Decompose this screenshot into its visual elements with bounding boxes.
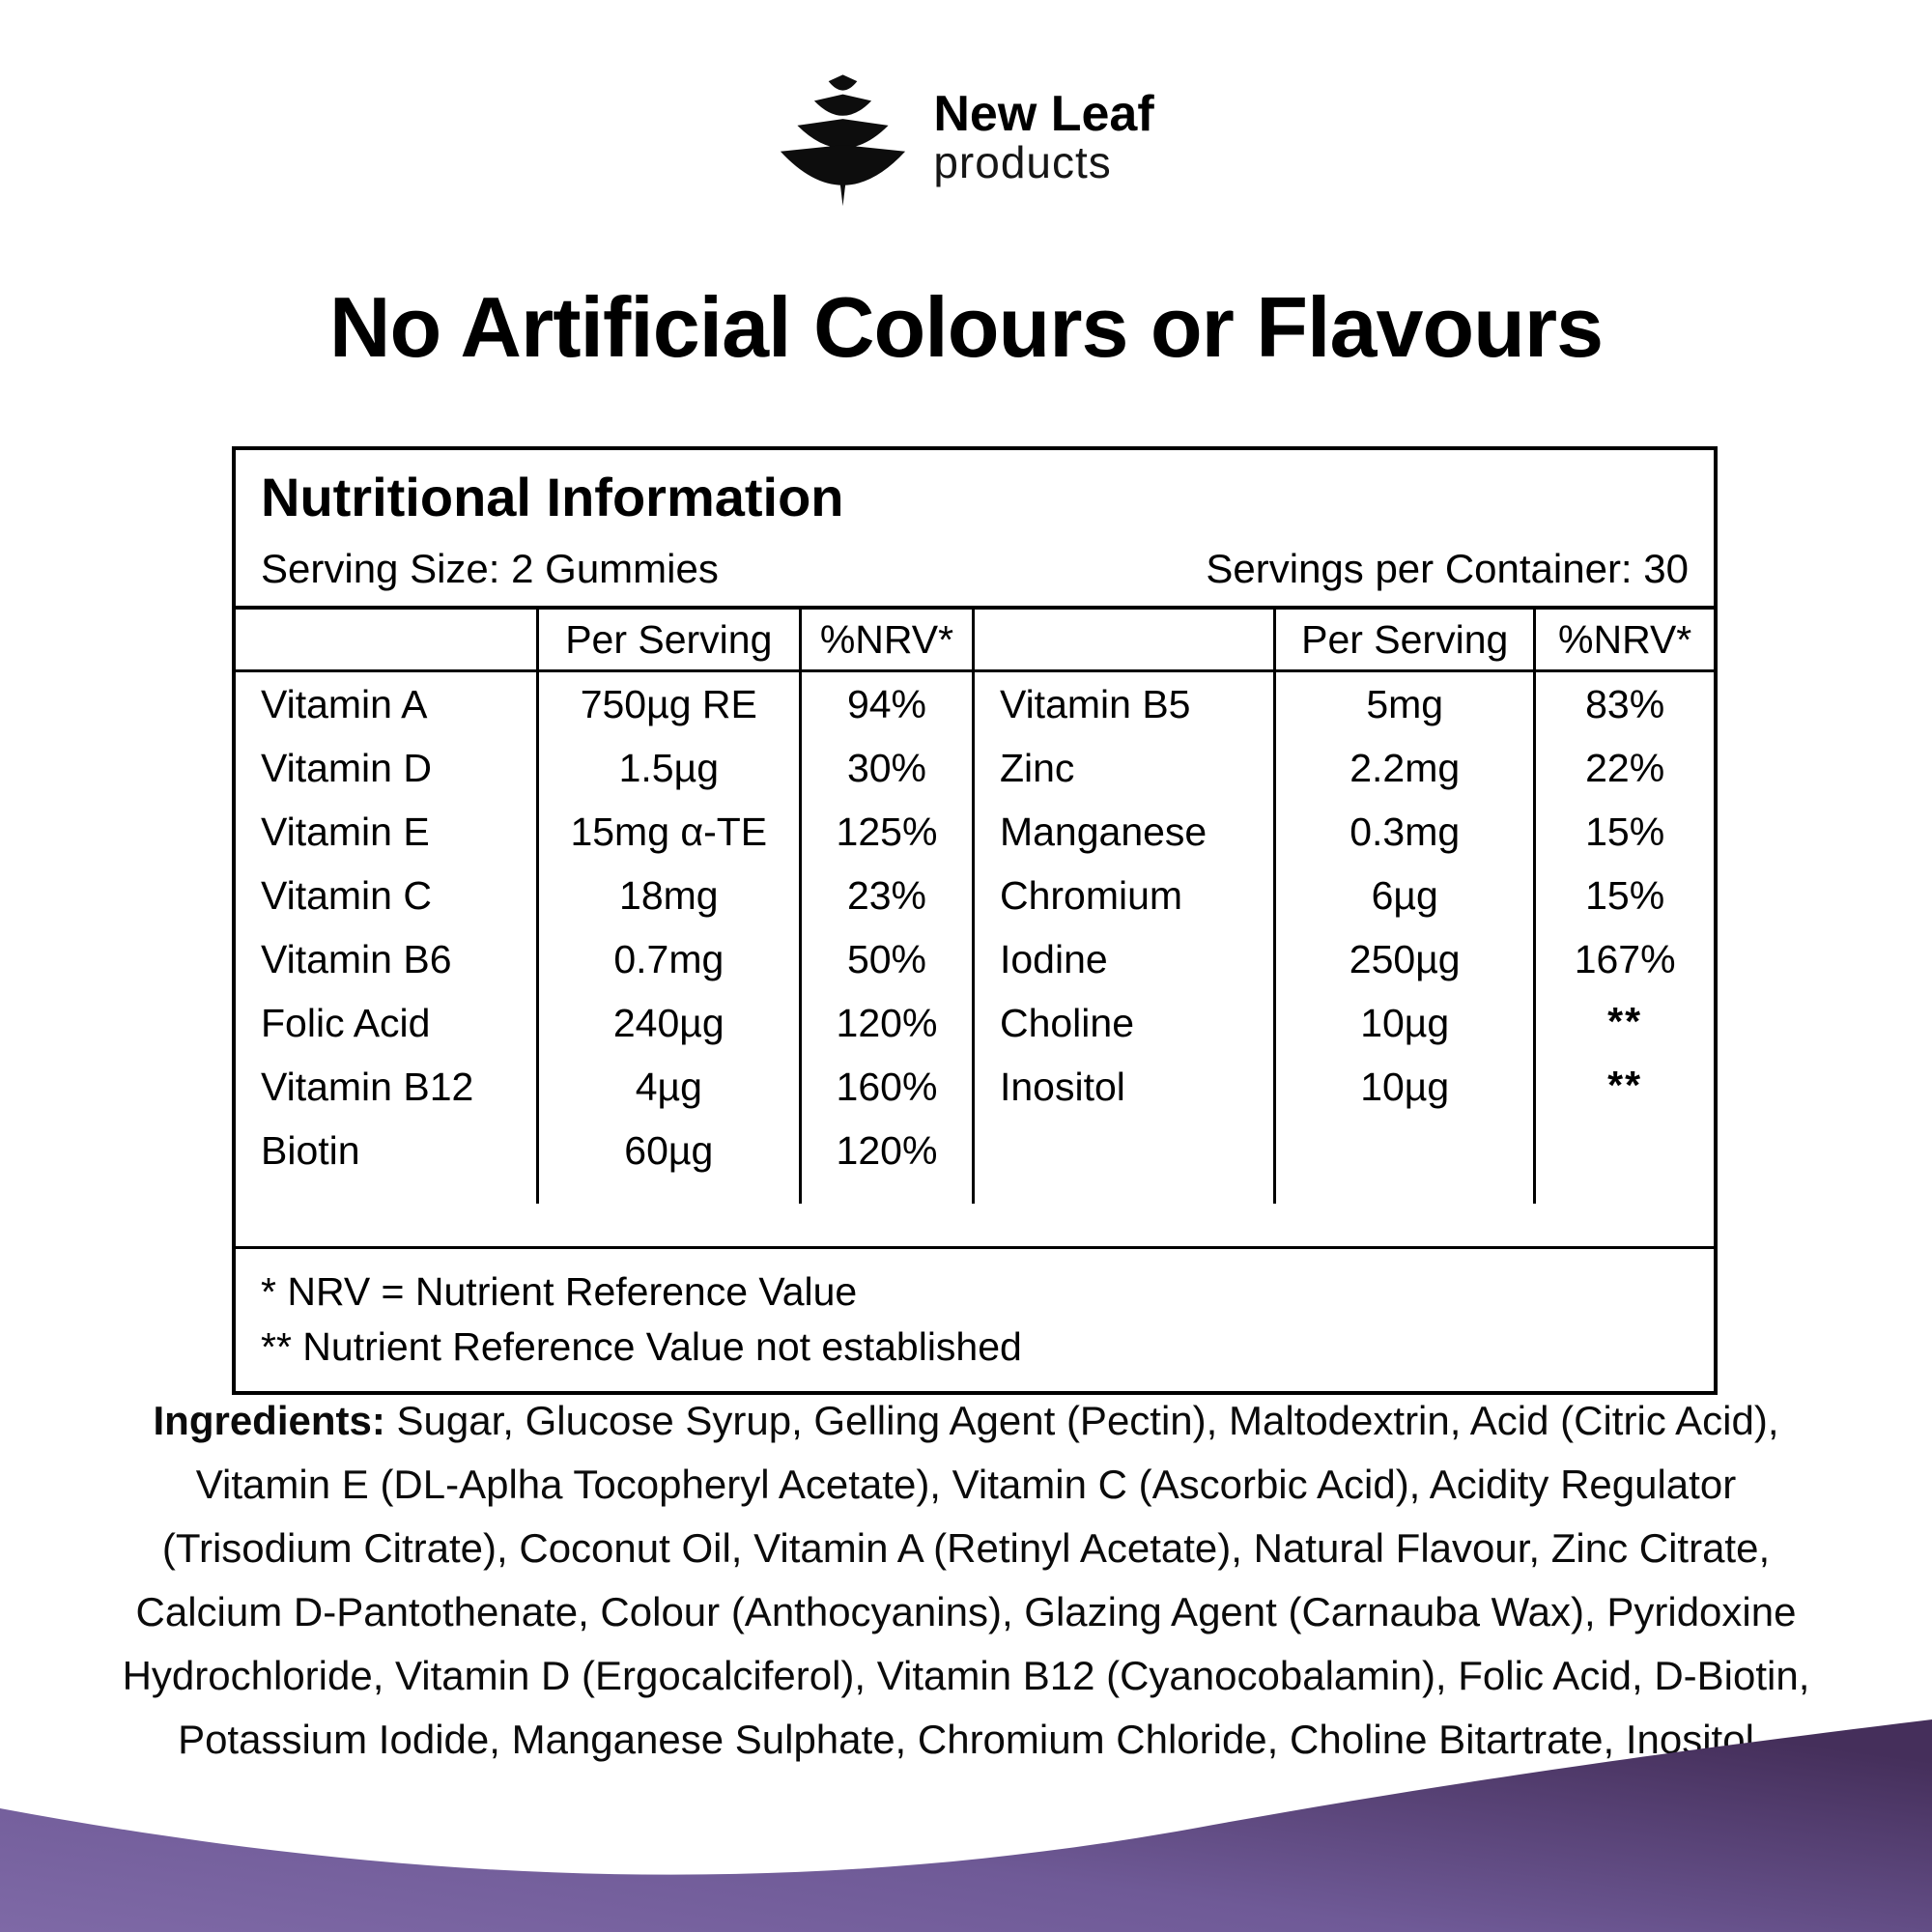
brand-subname: products bbox=[933, 137, 1112, 188]
brand-name: New Leaf bbox=[933, 86, 1154, 143]
footnote-nrv: * NRV = Nutrient Reference Value bbox=[261, 1269, 858, 1314]
nutrient-name-cell: Manganese bbox=[975, 800, 1276, 864]
nutrient-rows bbox=[236, 672, 1714, 1246]
per-serving-cell: 4µg bbox=[539, 1055, 802, 1119]
spacer-cell bbox=[1536, 1182, 1714, 1204]
spacer-cell bbox=[539, 1182, 802, 1204]
nrv-cell: 23% bbox=[802, 864, 975, 927]
stacked-leaf-tree-icon bbox=[778, 66, 908, 209]
table-footnotes bbox=[236, 1246, 1714, 1391]
nrv-cell: 120% bbox=[802, 1119, 975, 1182]
nutrient-name-cell: Chromium bbox=[975, 864, 1276, 927]
per-serving-cell: 240µg bbox=[539, 991, 802, 1055]
ingredients-label: Ingredients: bbox=[153, 1398, 385, 1443]
nrv-cell: 120% bbox=[802, 991, 975, 1055]
spacer-cell bbox=[975, 1182, 1276, 1204]
nutrition-table-title: Nutritional Information bbox=[261, 467, 844, 527]
servings-per-container: Servings per Container: 30 bbox=[1206, 546, 1689, 591]
header-nrv: %NRV* bbox=[1558, 616, 1692, 662]
nrv-cell: 167% bbox=[1574, 936, 1676, 981]
nutrient-name-cell bbox=[975, 1119, 1276, 1182]
nrv-cell: 125% bbox=[802, 800, 975, 864]
nutrient-name-cell: Vitamin D bbox=[236, 736, 539, 800]
nrv-cell bbox=[1536, 1119, 1714, 1182]
nrv-cell: 30% bbox=[802, 736, 975, 800]
headline: No Artificial Colours or Flavours bbox=[328, 279, 1604, 375]
nrv-cell: ** bbox=[1607, 1063, 1643, 1107]
per-serving-cell: 1.5µg bbox=[539, 736, 802, 800]
per-serving-cell: 0.7mg bbox=[539, 927, 802, 991]
nutrient-name-cell: Choline bbox=[975, 991, 1276, 1055]
nutrition-table bbox=[232, 446, 1718, 1395]
nutrient-name-cell: Folic Acid bbox=[236, 991, 539, 1055]
column-header-row bbox=[236, 606, 1714, 672]
nutrient-name-cell: Vitamin B6 bbox=[236, 927, 539, 991]
nrv-cell: 94% bbox=[802, 672, 975, 736]
per-serving-cell: 10µg bbox=[1276, 991, 1536, 1055]
header-empty-cell bbox=[236, 610, 539, 669]
per-serving-cell: 10µg bbox=[1276, 1055, 1536, 1119]
nrv-cell: 15% bbox=[1585, 809, 1665, 854]
per-serving-cell: 0.3mg bbox=[1276, 800, 1536, 864]
nrv-cell: 22% bbox=[1585, 745, 1665, 790]
nutrient-name-cell: Vitamin B5 bbox=[975, 672, 1276, 736]
nutrient-name-cell: Biotin bbox=[236, 1119, 539, 1182]
spacer-cell bbox=[802, 1182, 975, 1204]
header-per-serving: Per Serving bbox=[539, 610, 802, 669]
per-serving-cell: 15mg α-TE bbox=[539, 800, 802, 864]
ingredients-text: Sugar, Glucose Syrup, Gelling Agent (Pectin), Maltodextrin, Acid (Citric Acid), Vitamin E (DL-Aplha Tocopheryl Acetate), Vitamin C (Ascorbic Acid), Acidity Regulator (Trisodium Citrate), Coconut Oil, Vitamin A (Retinyl Acetate), Natural Flavour, Zinc Citrate, Calcium D-Pantothenate, Colour (Anthocyanins), Glazing Agent (Carnauba Wax), Pyridoxine Hydrochloride, Vitamin D (Ergocalciferol), Vitamin B12 (Cyanocobalamin), Folic Acid, D-Biotin, Potassium Iodide, Manganese Sulphate, Chromium Chloride, Choline Bitartrate, Inositol bbox=[122, 1398, 1810, 1762]
nutrient-name-cell: Vitamin E bbox=[236, 800, 539, 864]
nutrient-name-cell: Iodine bbox=[975, 927, 1276, 991]
per-serving-cell: 2.2mg bbox=[1276, 736, 1536, 800]
header-empty-cell bbox=[975, 610, 1276, 669]
nrv-cell: 50% bbox=[802, 927, 975, 991]
header-per-serving: Per Serving bbox=[1276, 610, 1536, 669]
per-serving-cell: 5mg bbox=[1276, 672, 1536, 736]
nutrient-name-cell: Zinc bbox=[975, 736, 1276, 800]
serving-size: Serving Size: 2 Gummies bbox=[261, 546, 719, 591]
nutrient-name-cell: Vitamin C bbox=[236, 864, 539, 927]
spacer-cell bbox=[236, 1182, 539, 1204]
brand-logo bbox=[0, 66, 1932, 209]
nutrient-name-cell: Vitamin A bbox=[236, 672, 539, 736]
header-nrv: %NRV* bbox=[802, 610, 975, 669]
per-serving-cell: 60µg bbox=[539, 1119, 802, 1182]
nrv-cell: 83% bbox=[1585, 681, 1665, 726]
brand-wordmark bbox=[933, 88, 1153, 186]
nrv-cell: ** bbox=[1607, 999, 1643, 1043]
nutrient-name-cell: Inositol bbox=[975, 1055, 1276, 1119]
footnote-nrv-not-established: ** Nutrient Reference Value not established bbox=[261, 1323, 1022, 1369]
spacer-cell bbox=[1276, 1182, 1536, 1204]
per-serving-cell: 750µg RE bbox=[539, 672, 802, 736]
per-serving-cell bbox=[1276, 1119, 1536, 1182]
nrv-cell: 160% bbox=[802, 1055, 975, 1119]
per-serving-cell: 6µg bbox=[1276, 864, 1536, 927]
nrv-cell: 15% bbox=[1585, 872, 1665, 918]
nutrition-table-header-section bbox=[236, 450, 1714, 606]
nutrient-name-cell: Vitamin B12 bbox=[236, 1055, 539, 1119]
per-serving-cell: 250µg bbox=[1276, 927, 1536, 991]
bottom-wave-decoration bbox=[0, 1681, 1932, 1932]
per-serving-cell: 18mg bbox=[539, 864, 802, 927]
